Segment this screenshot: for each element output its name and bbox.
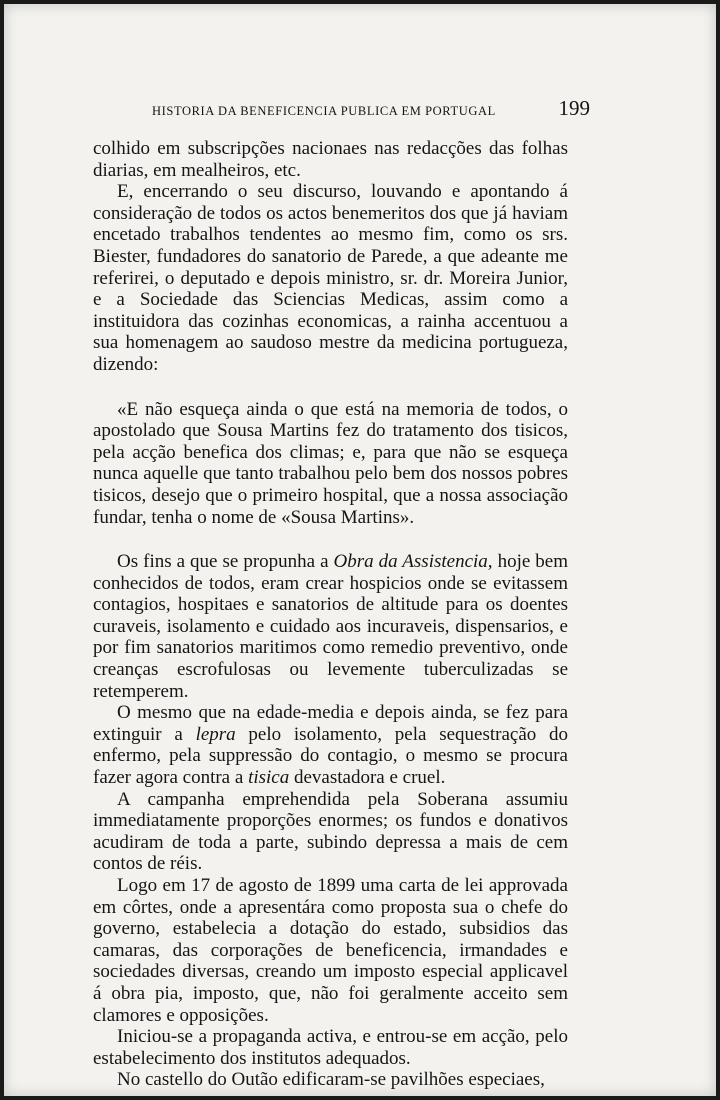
page-header [152, 96, 590, 121]
text-run: pelo isolamento, pela sequestração do enfermo, pela suppressão do contagio, o mesmo se procura fazer agora contra a [93, 723, 569, 789]
paragraph [93, 551, 568, 702]
page-number: 199 [558, 96, 590, 120]
body-text [93, 138, 568, 1091]
italic-title: Obra da Assistencia, [333, 551, 493, 573]
text-run: Os fins a que se propunha a [117, 551, 334, 573]
paragraph [93, 702, 568, 788]
italic-term: tisica [248, 767, 290, 789]
italic-term: lepra [195, 723, 236, 745]
quotation-paragraph: «E não esqueça ainda o que está na memoria de todos, o apostolado que Sousa Martins fez do tratamento dos tisicos, pela acção benefica dos climas; e, para que não se esqueça nunca aquelle que tanto trabalhou pelo bem dos nossos pobres tisicos, desejo que o primeiro hospital, que a nossa associação fundar, tenha o nome de «Sousa Martins». [93, 398, 568, 528]
text-run: devastadora e cruel. [289, 767, 446, 789]
paragraph: A campanha emprehendida pela Soberana assumiu immediatamente proporções enormes; os fundos e donativos acudiram de toda a parte, subindo depressa a mais de cem contos de réis. [93, 788, 568, 875]
paragraph: colhido em subscripções nacionaes nas redacções das folhas diarias, em mealheiros, etc. [93, 138, 568, 181]
paragraph: E, encerrando o seu discurso, louvando e apontando á consideração de todos os actos benemeritos dos que já haviam encetado trabalhos tendentes ao mesmo fim, como os srs. Biester, fundadores do sanatorio de Parede, a que adeante me referirei, o deputado e depois ministro, sr. dr. Moreira Junior, e a Sociedade das Sciencias Medicas, assim como a instituidora das cozinhas economicas, a rainha accentuou a sua homenagem ao saudoso mestre da medicina portugueza, dizendo: [93, 181, 568, 375]
text-run: hoje bem conhecidos de todos, eram crear hospicios onde se evitassem contagios, hospitaes e sanatorios de altitude para os doentes curaveis, isolamento e cuidado aos incuraveis, dispensarios, e por fim sanatorios maritimos como remedio preventivo, onde creanças escrofulosas ou levemente tuberculizadas se retemperem. [93, 551, 568, 702]
paragraph: No castello do Outão edificaram-se pavilhões especiaes, [117, 1069, 545, 1091]
book-page [4, 4, 716, 1096]
text-run: O mesmo que na edade-media e depois ainda, se fez para extinguir a [93, 702, 568, 745]
paragraph: Iniciou-se a propaganda activa, e entrou-se em acção, pelo estabelecimento dos institutos adequados. [93, 1026, 568, 1069]
paragraph: Logo em 17 de agosto de 1899 uma carta de lei approvada em côrtes, onde a apresentára como proposta sua o chefe do governo, estabelecia a dotação do estado, subsidios das camaras, das corporações de beneficencia, irmandades e sociedades diversas, creando um imposto especial applicavel á obra pia, imposto, que, não foi geralmente acceito sem clamores e opposições. [93, 875, 568, 1026]
running-title: HISTORIA DA BENEFICENCIA PUBLICA EM PORTUGAL [152, 104, 496, 118]
